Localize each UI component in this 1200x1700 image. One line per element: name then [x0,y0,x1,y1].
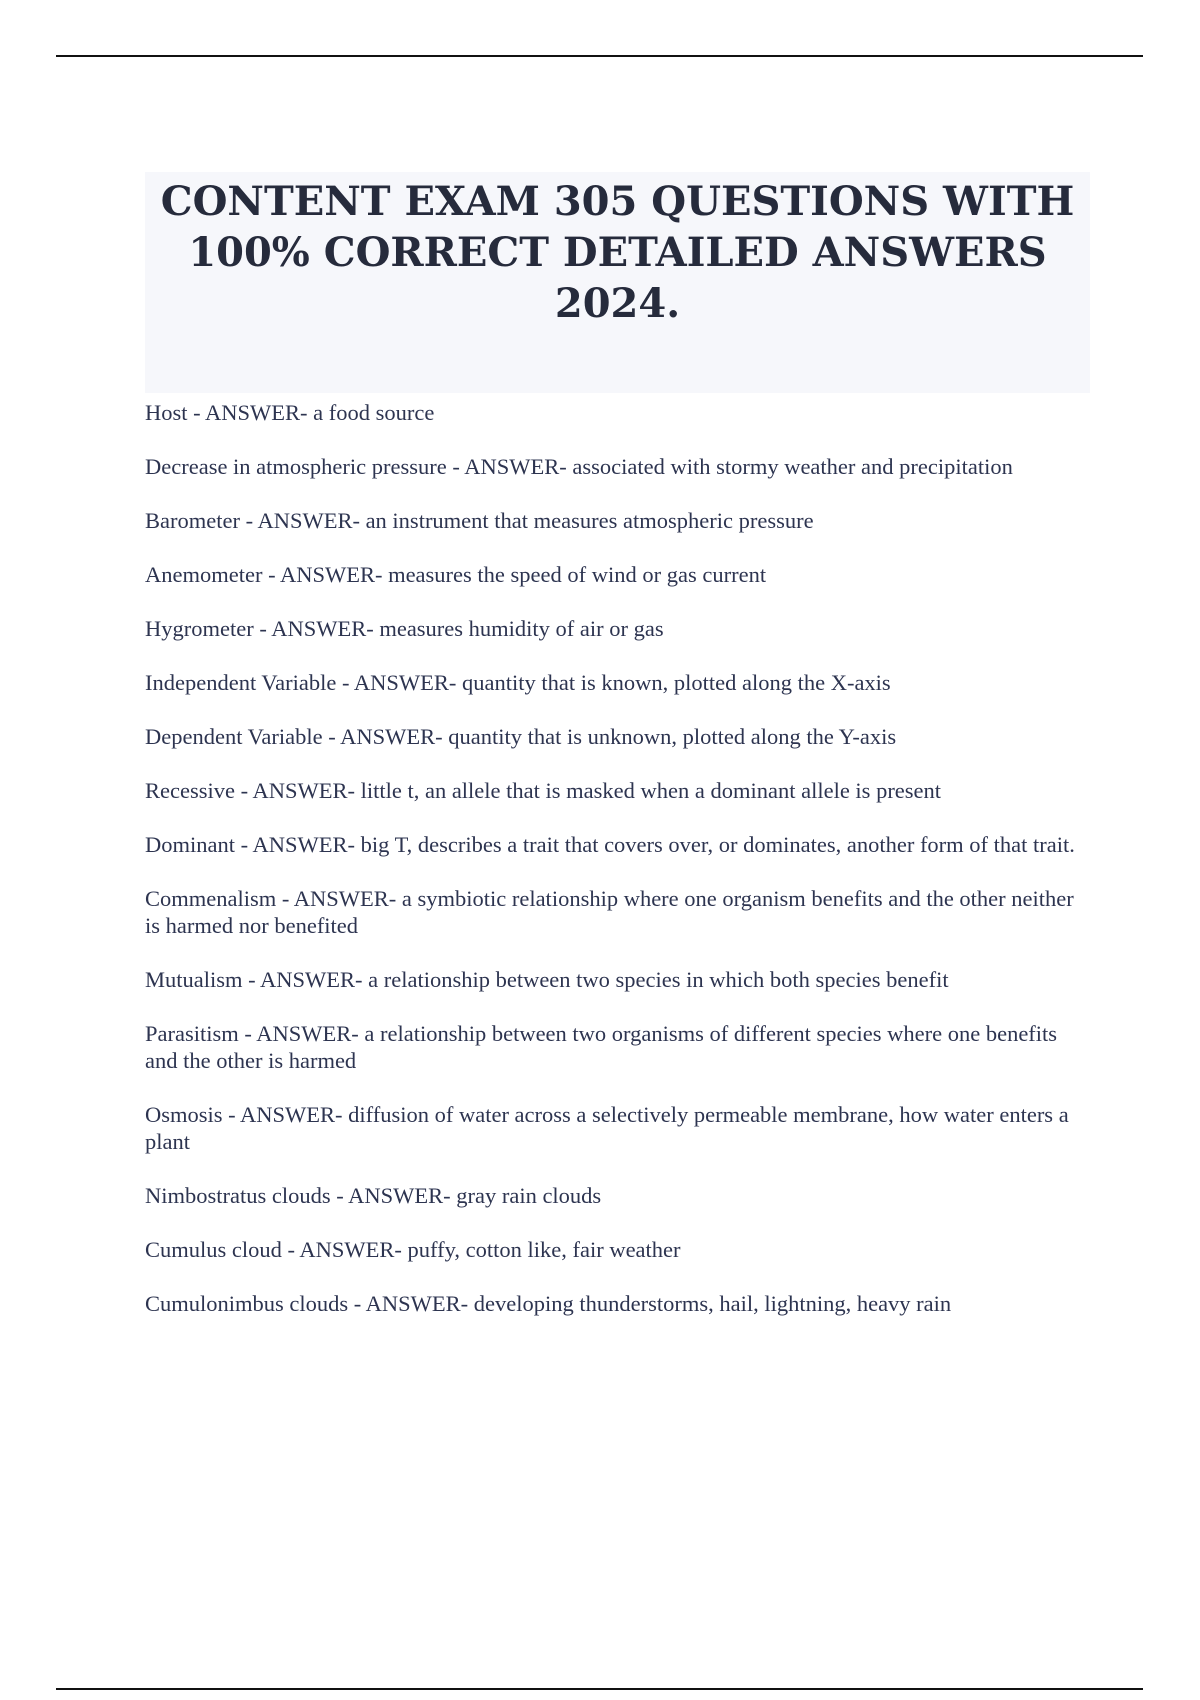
page-title: CONTENT EXAM 305 QUESTIONS WITH 100% CORRECT DETAILED ANSWERS 2024. [160,178,1075,327]
qa-item: Dominant - ANSWER- big T, describes a trait that covers over, or dominates, another form of that trait. [145,832,1075,857]
document-body [145,172,1090,1344]
qa-item: Recessive - ANSWER- little t, an allele that is masked when a dominant allele is present [145,778,942,803]
qa-item: Parasitism - ANSWER- a relationship between two organisms of different species where one benefits and the other is harmed [145,1021,1058,1073]
qa-item: Mutualism - ANSWER- a relationship between two species in which both species benefit [145,967,949,992]
qa-item: Hygrometer - ANSWER- measures humidity of air or gas [145,616,664,641]
qa-item: Decrease in atmospheric pressure - ANSWER- associated with stormy weather and precipitation [145,454,1013,479]
qa-item: Anemometer - ANSWER- measures the speed of wind or gas current [145,562,767,587]
qa-item: Host - ANSWER- a food source [145,400,435,425]
title-block [145,172,1090,393]
qa-list [145,399,1090,1317]
qa-item: Commenalism - ANSWER- a symbiotic relationship where one organism benefits and the other neither is harmed nor benefited [145,886,1074,938]
bottom-rule [56,1688,1143,1690]
qa-item: Osmosis - ANSWER- diffusion of water across a selectively permeable membrane, how water enters a plant [145,1102,1069,1154]
qa-item: Barometer - ANSWER- an instrument that measures atmospheric pressure [145,508,814,533]
qa-item: Nimbostratus clouds - ANSWER- gray rain clouds [145,1183,602,1208]
qa-item: Independent Variable - ANSWER- quantity that is known, plotted along the X-axis [145,670,891,695]
top-rule [56,55,1143,57]
qa-item: Cumulus cloud - ANSWER- puffy, cotton like, fair weather [145,1237,681,1262]
qa-item: Dependent Variable - ANSWER- quantity that is unknown, plotted along the Y-axis [145,724,897,749]
qa-item: Cumulonimbus clouds - ANSWER- developing thunderstorms, hail, lightning, heavy rain [145,1291,952,1316]
